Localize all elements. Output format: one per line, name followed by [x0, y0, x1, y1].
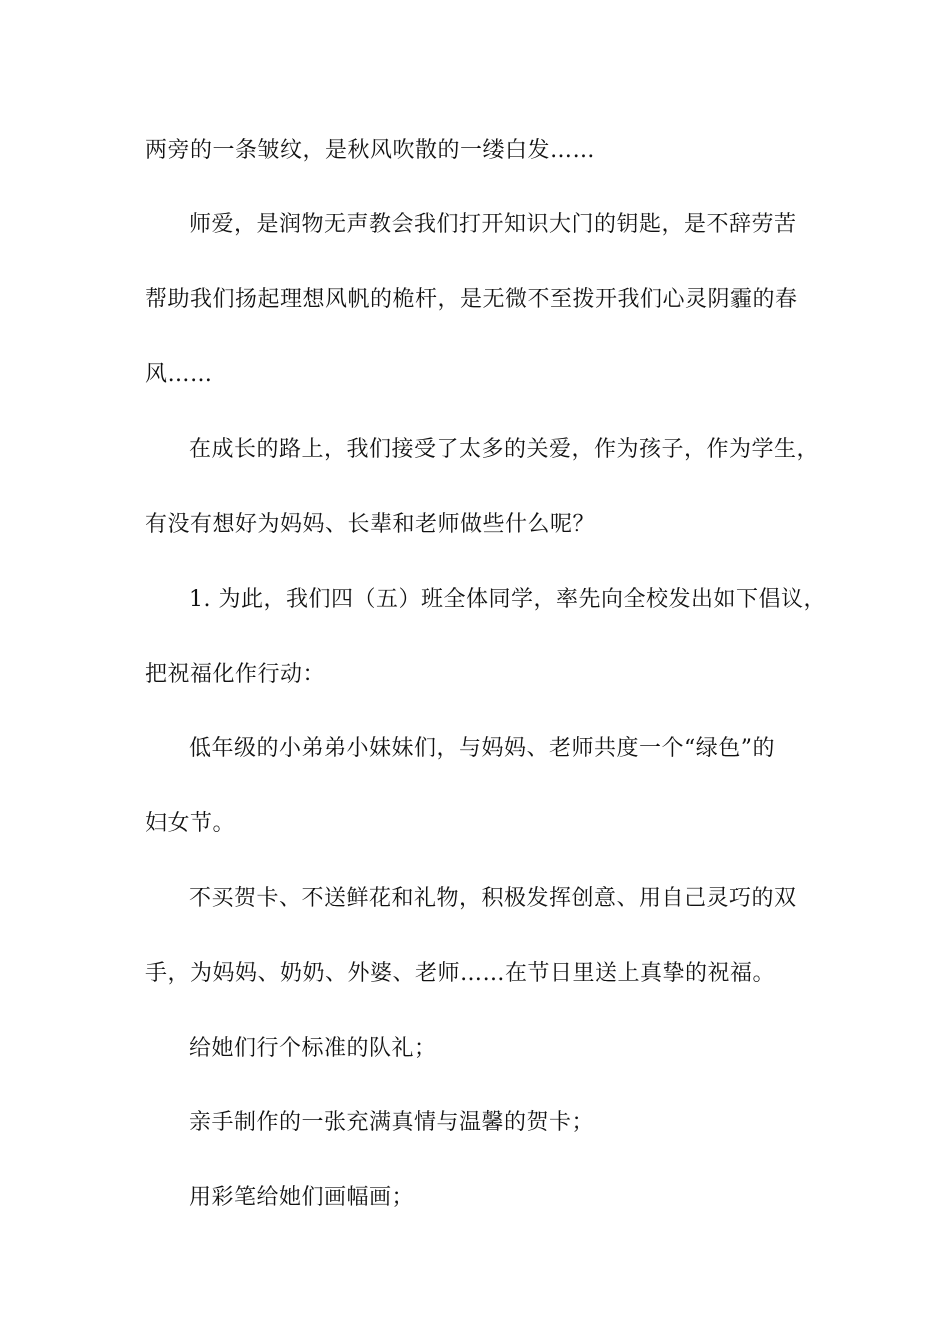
text-line-15: 用彩笔给她们画幅画； — [189, 1185, 415, 1210]
text-line-5: 在成长的路上，我们接受了太多的关爱，作为孩子，作为学生， — [189, 437, 820, 462]
text-line-3: 帮助我们扬起理想风帆的桅杆，是无微不至拨开我们心灵阴霾的春 — [145, 287, 798, 312]
text-line-9: 低年级的小弟弟小妹妹们，与妈妈、老师共度一个“绿色”的 — [189, 736, 775, 761]
text-line-12: 手，为妈妈、奶奶、外婆、老师……在节日里送上真挚的祝福。 — [145, 961, 776, 986]
text-line-4: 风…… — [145, 362, 213, 387]
text-line-7: 1. 为此，我们四（五）班全体同学，率先向全校发出如下倡议， — [189, 587, 826, 612]
text-line-6: 有没有想好为妈妈、长辈和老师做些什么呢？ — [145, 512, 596, 537]
text-line-14: 亲手制作的一张充满真情与温馨的贺卡； — [189, 1110, 595, 1135]
text-line-11: 不买贺卡、不送鲜花和礼物，积极发挥创意、用自己灵巧的双 — [189, 886, 797, 911]
text-line-10: 妇女节。 — [145, 811, 236, 836]
text-line-2: 师爱，是润物无声教会我们打开知识大门的钥匙，是不辞劳苦 — [189, 212, 797, 237]
text-line-13: 给她们行个标准的队礼； — [189, 1036, 437, 1061]
text-line-8: 把祝福化作行动： — [145, 662, 326, 687]
text-line-1: 两旁的一条皱纹，是秋风吹散的一缕白发…… — [145, 138, 596, 163]
